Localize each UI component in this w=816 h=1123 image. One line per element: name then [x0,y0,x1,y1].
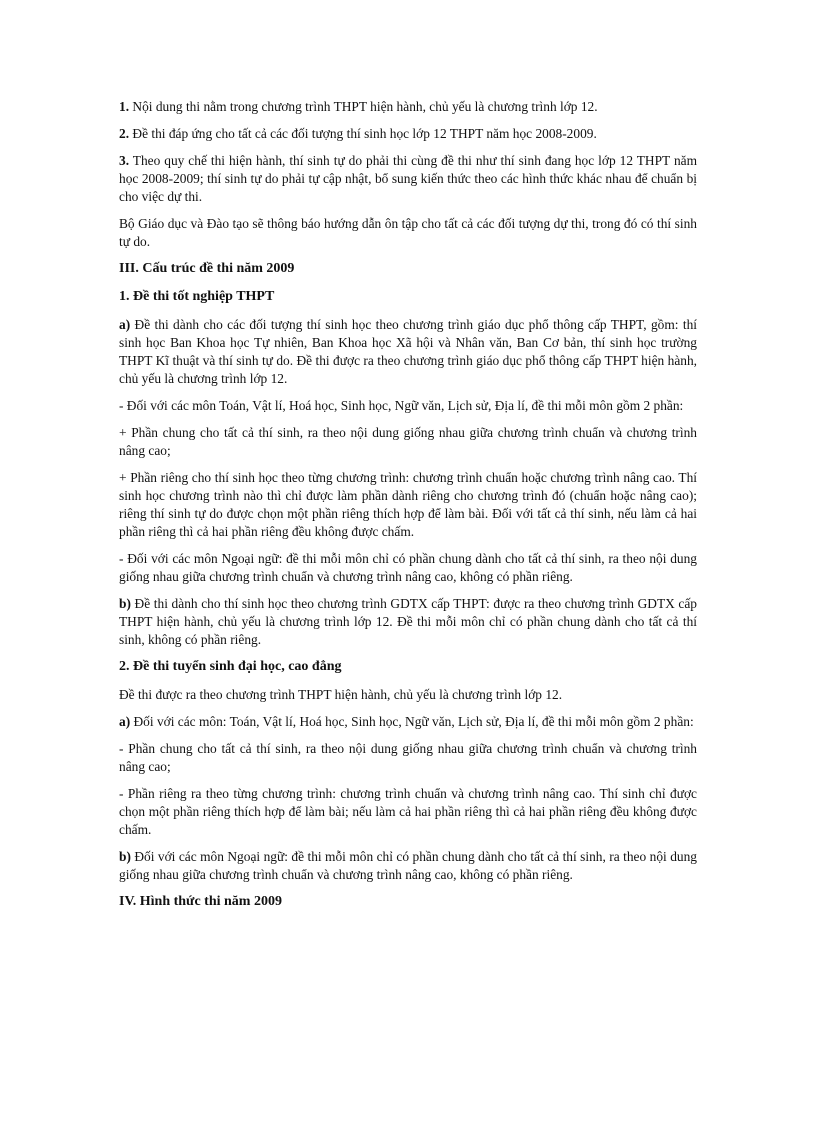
sub1-paragraph-3: + Phần riêng cho thí sinh học theo từng chương trình: chương trình chuẩn hoặc chương trình nâng cao. Thí sinh học chương trình nào thì chỉ được làm phần dành riêng cho chương trình đó (chuẩn hoặc nâng cao); riêng thí sinh tự do được chọn một phần riêng thích hợp để làm bài. Đối với tất cả thí sinh, nếu làm cả hai phần riêng thì cả hai phần riêng đều không được chấm. [119,470,697,539]
sub1-item-a [119,316,697,388]
item-text: Theo quy chế thi hiện hành, thí sinh tự do phải thi cùng đề thi như thí sinh đang học lớp 12 THPT năm học 2008-2009; thí sinh tự do phải tự cập nhật, bổ sung kiến thức theo các hình thức khác nhau để chuẩn bị cho việc dự thi. [119,153,697,204]
sub2-paragraph-1: - Phần chung cho tất cả thí sinh, ra theo nội dung giống nhau giữa chương trình chuẩn và chương trình nâng cao; [119,741,697,774]
intro-note: Bộ Giáo dục và Đào tạo sẽ thông báo hướng dẫn ôn tập cho tất cả các đối tượng dự thi, trong đó có thí sinh tự do. [119,216,697,249]
sub1-paragraph-1: - Đối với các môn Toán, Vật lí, Hoá học, Sinh học, Ngữ văn, Lịch sử, Địa lí, đề thi mỗi môn gồm 2 phần: [119,398,684,413]
sub1-paragraph-4: - Đối với các môn Ngoại ngữ: đề thi mỗi môn chỉ có phần chung dành cho tất cả thí sinh, ra theo nội dung giống nhau giữa chương trình chuẩn và chương trình nâng cao, không có phần riêng. [119,551,697,584]
item-letter: b) [119,596,131,611]
item-letter: a) [119,714,131,729]
item-text: Nội dung thi nằm trong chương trình THPT hiện hành, chủ yếu là chương trình lớp 12. [129,99,598,114]
item-text: Đề thi dành cho các đối tượng thí sinh học theo chương trình giáo dục phổ thông cấp THPT, gồm: thí sinh học Ban Khoa học Tự nhiên, Ban Khoa học Xã hội và Nhân văn, Ban Cơ bản, thí sinh học trường THPT Kĩ thuật và thí sinh tự do. Đề thi được ra theo chương trình giáo dục phổ thông cấp THPT hiện hành, chủ yếu là chương trình lớp 12. [119,317,697,386]
sub2-item-a [119,713,697,731]
sub1-paragraph-2: + Phần chung cho tất cả thí sinh, ra theo nội dung giống nhau giữa chương trình chuẩn và chương trình nâng cao; [119,425,697,458]
item-text: Đối với các môn Ngoại ngữ: đề thi mỗi môn chỉ có phần chung dành cho tất cả thí sinh, ra theo nội dung giống nhau giữa chương trình chuẩn và chương trình nâng cao, không có phần riêng. [119,849,697,882]
section-heading-iv: IV. Hình thức thi năm 2009 [119,894,282,909]
sub2-item-b [119,848,697,884]
item-letter: b) [119,849,131,864]
item-text: Đề thi đáp ứng cho tất cả các đối tượng thí sinh học lớp 12 THPT năm học 2008-2009. [129,126,597,141]
sub1-item-b [119,595,697,649]
item-number: 2. [119,126,130,141]
intro-item-3 [119,152,697,206]
intro-item-2 [119,125,697,143]
item-text: Đề thi dành cho thí sinh học theo chương trình GDTX cấp THPT: được ra theo chương trình GDTX cấp THPT hiện hành, chủ yếu là chương trình lớp 12. Đề thi mỗi môn chỉ có phần chung dành cho tất cả thí sinh, không có phần riêng. [119,596,697,647]
sub2-paragraph-2: - Phần riêng ra theo từng chương trình: chương trình chuẩn và chương trình nâng cao. Thí sinh chỉ được chọn một phần riêng thích hợp để làm bài; nếu làm cả hai phần riêng thì cả hai phần riêng đều không được chấm. [119,786,697,837]
item-text: Đối với các môn: Toán, Vật lí, Hoá học, Sinh học, Ngữ văn, Lịch sử, Địa lí, đề thi mỗi môn gồm 2 phần: [130,714,694,729]
subsection-heading-2: 2. Đề thi tuyển sinh đại học, cao đẳng [119,659,342,674]
sub2-intro: Đề thi được ra theo chương trình THPT hiện hành, chủ yếu là chương trình lớp 12. [119,687,563,702]
intro-item-1 [119,98,697,116]
item-number: 1. [119,99,130,114]
item-letter: a) [119,317,131,332]
subsection-heading-1: 1. Đề thi tốt nghiệp THPT [119,289,275,304]
item-number: 3. [119,153,130,168]
section-heading-iii: III. Cấu trúc đề thi năm 2009 [119,261,295,276]
document-page [119,98,697,921]
